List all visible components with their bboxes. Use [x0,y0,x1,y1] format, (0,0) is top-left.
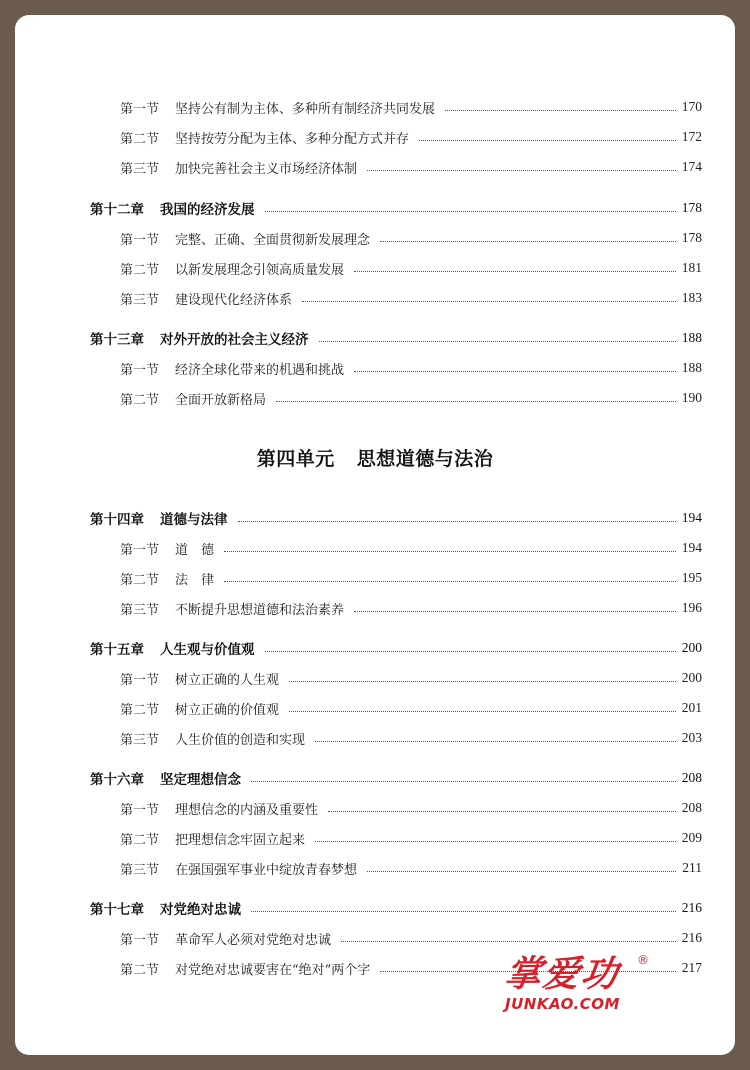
entry-title: 人生价值的创造和实现 [175,732,306,748]
unit-title: 思想道德与法治 [356,448,494,470]
toc-section-entry [120,388,702,408]
page-number: 170 [681,99,702,114]
page-number: 190 [681,390,702,405]
entry-number: 第一节 [120,802,160,818]
dot-leader [354,611,676,612]
entry-title: 人生观与价值观 [160,642,255,658]
page-number: 208 [681,770,702,785]
entry-title: 完整、正确、全面贯彻新发展理念 [175,232,371,248]
unit-heading [0,444,750,471]
registered-mark: ® [637,953,649,967]
page-number: 178 [681,230,702,245]
entry-number: 第一节 [120,932,160,948]
dot-leader [341,941,676,942]
dot-leader [315,741,676,742]
entry-number: 第十三章 [90,332,144,348]
dot-leader [289,681,676,682]
page-number: 209 [681,830,702,845]
entry-number: 第二节 [120,572,160,588]
page-number: 188 [681,330,702,345]
entry-title: 革命军人必须对党绝对忠诚 [175,932,332,948]
page-number: 181 [681,260,702,275]
entry-number: 第一节 [120,232,160,248]
page-number: 201 [681,700,702,715]
entry-number: 第一节 [120,672,160,688]
page-number: 188 [681,360,702,375]
toc-section-entry [120,228,702,248]
entry-number: 第三节 [120,732,160,748]
entry-number: 第十六章 [90,772,144,788]
entry-title: 加快完善社会主义市场经济体制 [175,161,358,177]
dot-leader [354,271,676,272]
unit-number: 第四单元 [256,448,335,470]
toc-section-entry [120,157,702,177]
dot-leader [315,841,676,842]
page-number: 196 [681,600,702,615]
dot-leader [276,401,676,402]
dot-leader [265,651,676,652]
entry-number: 第二节 [120,962,160,978]
page-number: 194 [681,510,702,525]
page-number: 200 [681,670,702,685]
dot-leader [224,551,676,552]
entry-number: 第一节 [120,542,160,558]
toc-section-entry [120,598,702,618]
entry-title: 以新发展理念引领高质量发展 [175,262,345,278]
entry-number: 第二节 [120,262,160,278]
dot-leader [265,211,676,212]
entry-number: 第一节 [120,362,160,378]
entry-title: 树立正确的价值观 [175,702,280,718]
page-number: 216 [681,930,702,945]
entry-title: 建设现代化经济体系 [175,292,293,308]
dot-leader [328,811,676,812]
page-number: 183 [681,290,702,305]
dot-leader [319,341,676,342]
entry-title: 对外开放的社会主义经济 [160,332,309,348]
entry-title: 道德与法律 [160,512,228,528]
toc-chapter-entry [90,328,702,348]
dot-leader [289,711,676,712]
entry-title: 对党绝对忠诚要害在“绝对”两个字 [175,962,371,978]
dot-leader [251,911,676,912]
entry-number: 第十四章 [90,512,144,528]
toc-section-entry [120,568,702,588]
toc-section-entry [120,358,702,378]
toc-section-entry [120,798,702,818]
toc-section-entry [120,668,702,688]
toc-chapter-entry [90,638,702,658]
entry-number: 第三节 [120,602,160,618]
page-number: 172 [681,129,702,144]
page-number: 195 [681,570,702,585]
toc-chapter-entry [90,198,702,218]
dot-leader [367,871,676,872]
entry-title: 道 德 [175,542,215,558]
page-number: 174 [681,159,702,174]
toc-section-entry [120,288,702,308]
watermark-logo: 掌爱功 [502,954,622,995]
entry-number: 第二节 [120,392,160,408]
entry-number: 第三节 [120,862,160,878]
junkao-watermark [502,953,655,1033]
dot-leader [238,521,676,522]
entry-title: 法 律 [175,572,215,588]
dot-leader [445,110,676,111]
page-number: 203 [681,730,702,745]
entry-title: 树立正确的人生观 [175,672,280,688]
entry-title: 经济全球化带来的机遇和挑战 [175,362,345,378]
entry-title: 全面开放新格局 [175,392,267,408]
toc-section-entry [120,97,702,117]
entry-number: 第二节 [120,131,160,147]
page-number: 216 [681,900,702,915]
page-number: 200 [681,640,702,655]
toc-section-entry [120,127,702,147]
entry-title: 对党绝对忠诚 [160,902,241,918]
page-number: 194 [681,540,702,555]
dot-leader [354,371,676,372]
entry-title: 理想信念的内涵及重要性 [175,802,319,818]
entry-number: 第十二章 [90,202,144,218]
page-number: 178 [681,200,702,215]
entry-number: 第三节 [120,292,160,308]
page-number: 208 [681,800,702,815]
dot-leader [367,170,676,171]
entry-title: 在强国强军事业中绽放青春梦想 [175,862,358,878]
dot-leader [302,301,676,302]
entry-number: 第十七章 [90,902,144,918]
toc-section-entry [120,698,702,718]
toc-section-entry [120,538,702,558]
dot-leader [419,140,676,141]
entry-title: 坚持按劳分配为主体、多种分配方式并存 [175,131,410,147]
toc-section-entry [120,928,702,948]
entry-number: 第十五章 [90,642,144,658]
entry-number: 第三节 [120,161,160,177]
page-number: 211 [682,860,702,875]
entry-title: 坚持公有制为主体、多种所有制经济共同发展 [175,101,436,117]
entry-title: 把理想信念牢固立起来 [175,832,306,848]
entry-number: 第二节 [120,832,160,848]
toc-section-entry [120,858,702,878]
page-number: 217 [681,960,702,975]
entry-title: 坚定理想信念 [160,772,241,788]
entry-number: 第二节 [120,702,160,718]
dot-leader [224,581,676,582]
toc-section-entry [120,728,702,748]
entry-number: 第一节 [120,101,160,117]
toc-chapter-entry [90,898,702,918]
entry-title: 我国的经济发展 [160,202,255,218]
toc-section-entry [120,258,702,278]
toc-chapter-entry [90,768,702,788]
dot-leader [251,781,676,782]
watermark-url: JUNKAO.COM [505,995,620,1013]
toc-chapter-entry [90,508,702,528]
dot-leader [380,241,676,242]
entry-title: 不断提升思想道德和法治素养 [175,602,345,618]
toc-section-entry [120,828,702,848]
